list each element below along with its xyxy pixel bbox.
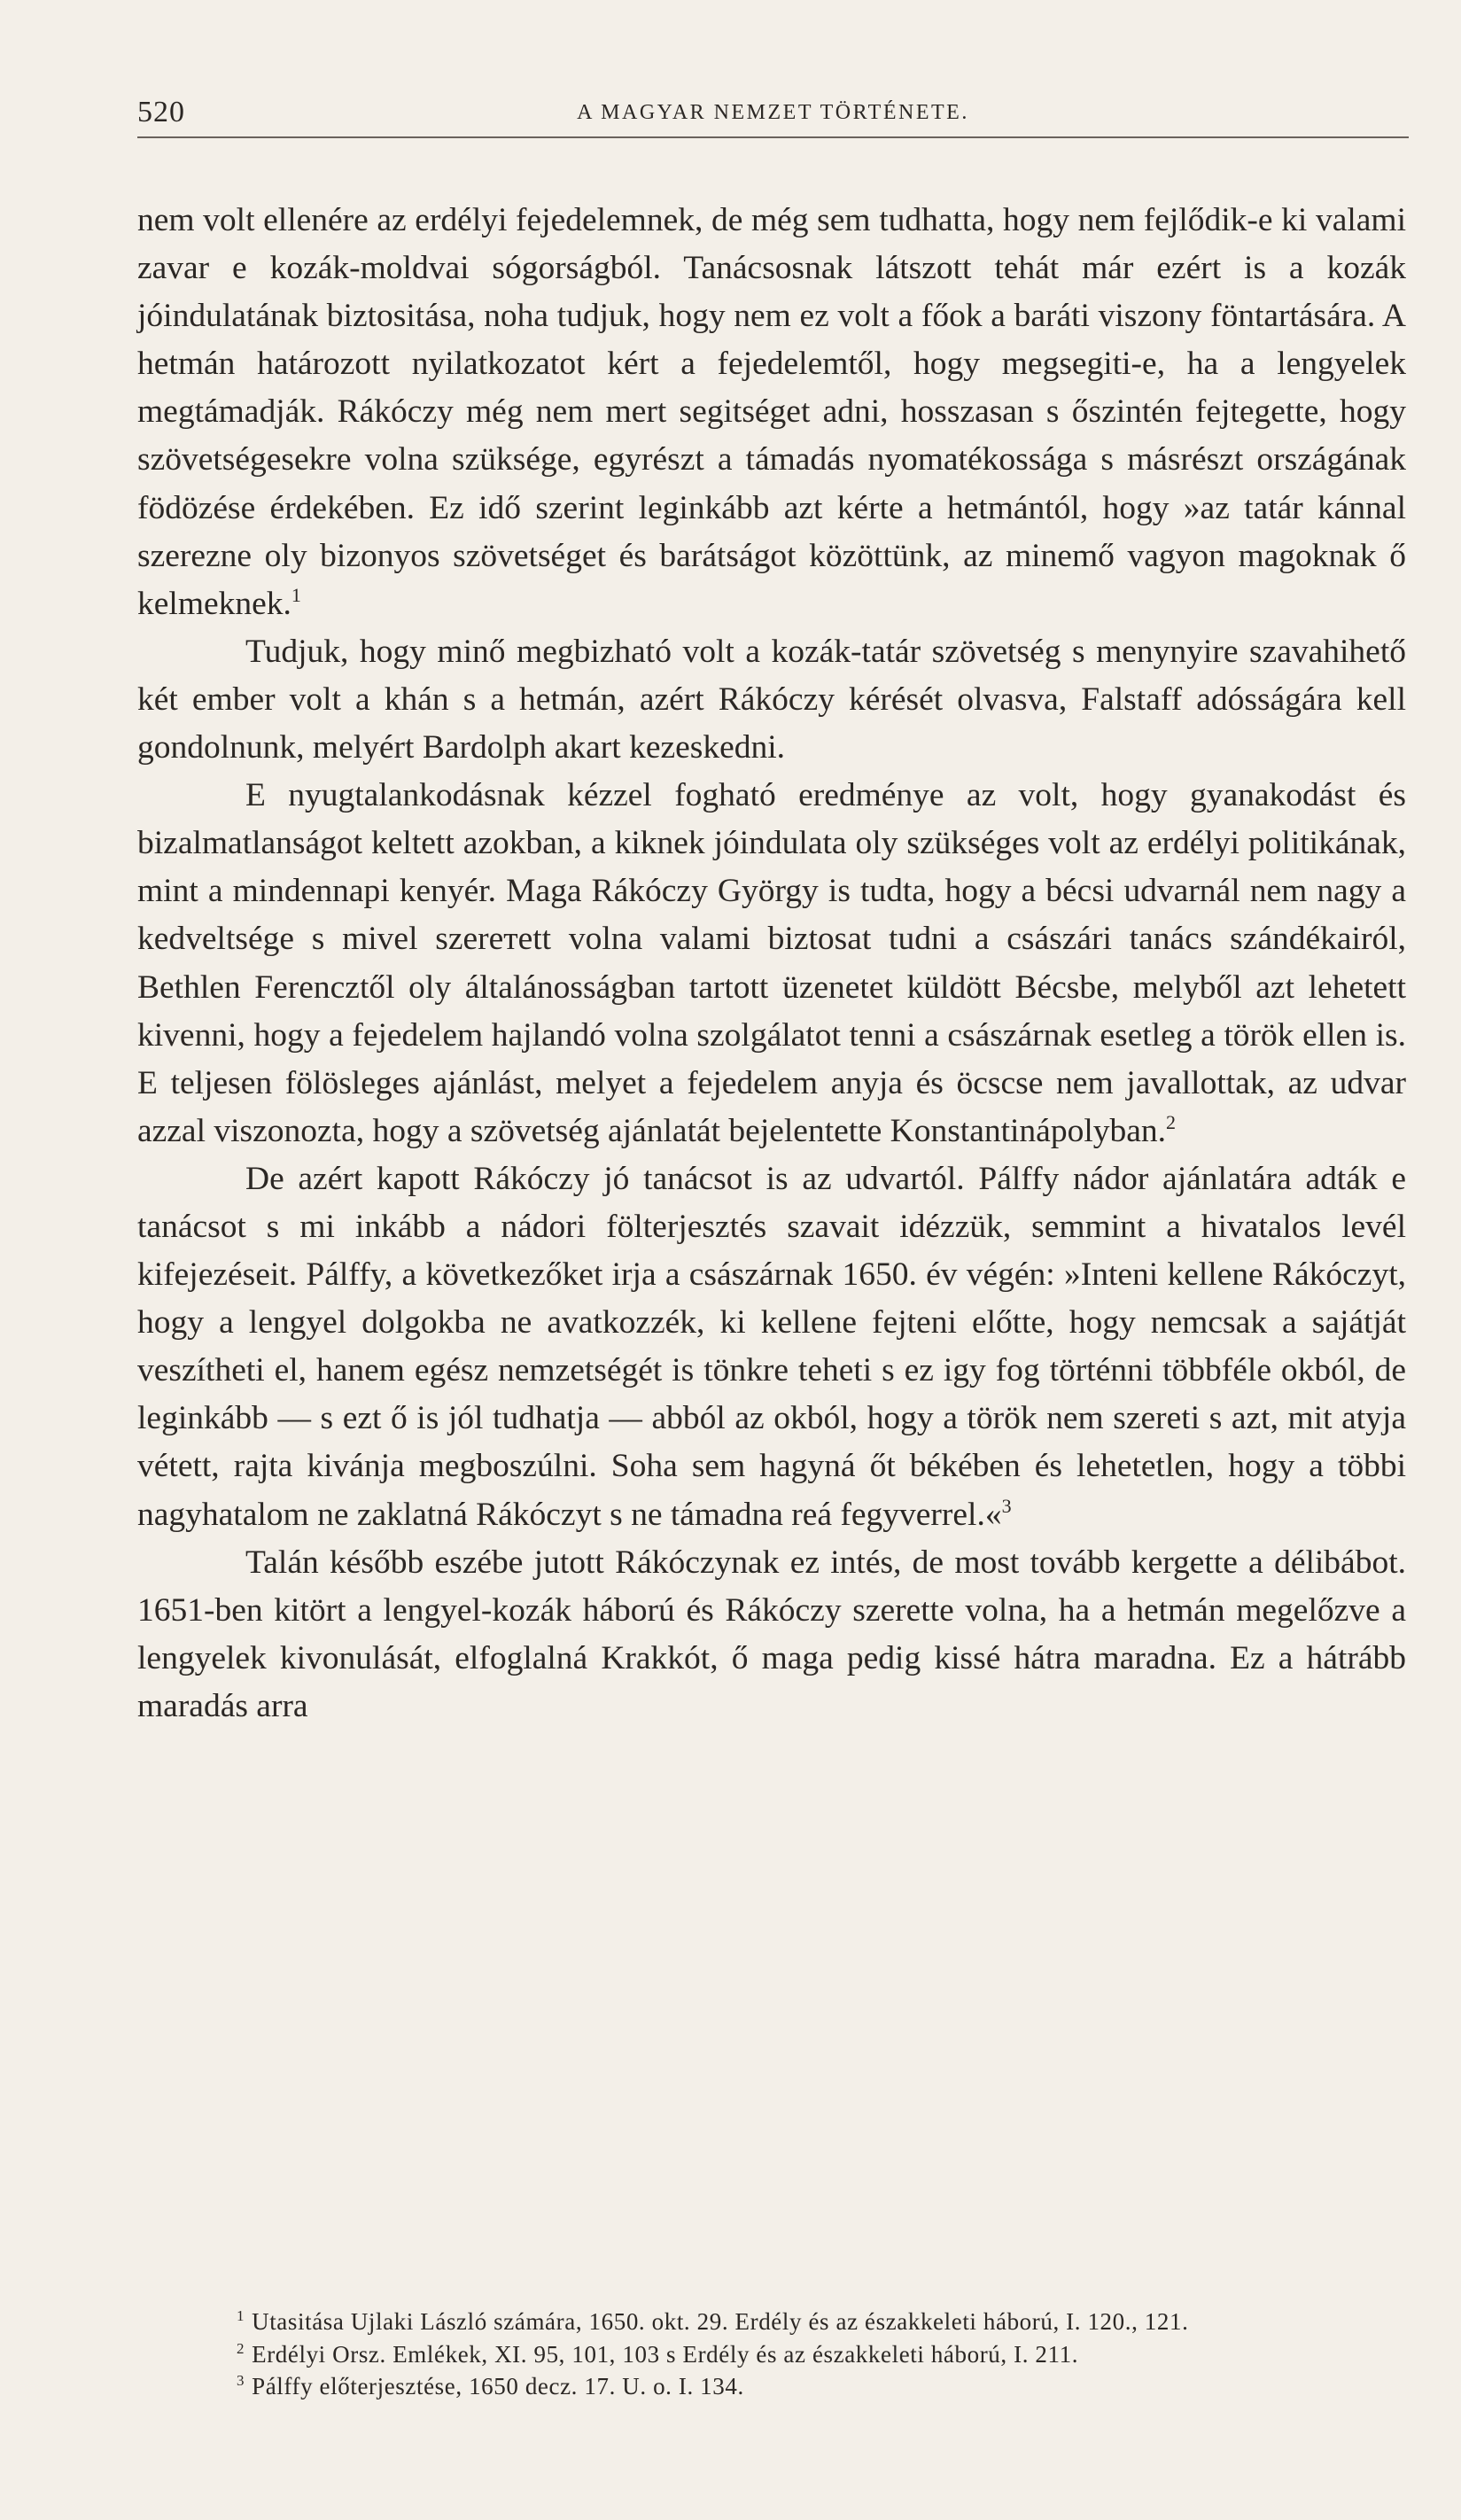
paragraph-text: De azért kapott Rákóczy jó tanácsot is az udvartól. Pálffy nádor ajánlatára adták e tanácsot s mi inkább a nádori fölterjesztés szavait idézzük, semmint a hivatalos levél kifejezéseit. Pálffy, a következőket irja a császárnak 1650. év végén: »Inteni kellene Rákóczyt, hogy a lengyel dolgokba ne avatkozzék, ki kellene fejteni előtte, hogy nemcsak a sajátját veszítheti el, hanem egész nemzetségét is tönkre teheti s ez igy fog történni többféle okból, de leginkább — s ezt ő is jól tudhatja — abból az okból, hogy a török nem szereti s azt, mit atyja vétett, rajta kivánja megboszúlni. Soha sem hagyná őt békében és lehetetlen, hogy a többi nagyhatalom ne zaklatná Rákóczyt s ne támadna reá fegyverrel.« (137, 1160, 1406, 1533)
paragraph-text: nem volt ellenére az erdélyi fejedelemnek, de még sem tudhatta, hogy nem fejlődik-e ki valami zavar e kozák-moldvai sógorságból. Tanácsosnak látszott tehát már ezért is a kozák jóindulatának biztositása, noha tudjuk, hogy nem ez volt a főok a baráti viszony föntartására. A hetmán határozott nyilatkozatot kért a fejedelemtől, hogy megsegiti-e, ha a lengyelek megtámadják. Rákóczy még nem mert segitséget adni, hosszasan s őszintén fejtegette, hogy szövetségesekre volna szüksége, egyrészt a támadás nyomatékossága s másrészt országának födözése érdekében. Ez idő szerint leginkább azt kérte a hetmántól, hogy »az tatár kánnal szerezne oly bizonyos szövetséget és barátságot közöttünk, az minemő vagyon magoknak ő kelmeknek. (137, 202, 1406, 622)
paragraph (137, 1539, 1406, 1731)
paragraph (137, 772, 1406, 1155)
footnotes (137, 2306, 1406, 2403)
footnote-text: Erdélyi Orsz. Emlékek, XI. 95, 101, 103 s Erdély és az északkeleti háború, I. 211. (252, 2340, 1079, 2368)
footnote-ref: 2 (1166, 1110, 1177, 1133)
footnote-ref: 3 (1001, 1494, 1012, 1517)
footnote-marker: 3 (237, 2372, 245, 2389)
paragraph (137, 1155, 1406, 1539)
main-text (137, 197, 1406, 1731)
header-rule (137, 136, 1409, 138)
footnote-marker: 1 (237, 2307, 245, 2324)
paragraph (137, 197, 1406, 628)
running-title: A MAGYAR NEMZET TÖRTÉNETE. (577, 101, 969, 124)
paragraph-text: E nyugtalankodásnak kézzel fogható eredménye az volt, hogy gyanakodást és bizalmatlanságot keltett azokban, a kiknek jóindulata oly szükséges volt az erdélyi politikának, mint a mindennapi kenyér. Maga Rákóczy György is tudta, hogy a bécsi udvarnál nem nagy a kedveltsége s mivel szerетett volna valami biztosat tudni a császári tanács szándékairól, Bethlen Ferencztől oly általánosságban tartott üzenetet küldött Bécsbe, melyből azt lehetett kivenni, hogy a fejedelem hajlandó volna szolgálatot tenni a császárnak esetleg a török ellen is. E teljesen fölösleges ajánlást, melyet a fejedelem anyja és öcscse nem javallottak, az udvar azzal viszonozta, hogy a szövetség ajánlatát bejelentette Konstantinápolyban. (137, 777, 1406, 1149)
footnote (137, 2338, 1406, 2371)
footnote-text: Utasitása Ujlaki László számára, 1650. okt. 29. Erdély és az északkeleti háború, I. 120., 121. (252, 2308, 1189, 2335)
paragraph (137, 628, 1406, 772)
footnote-text: Pálffy előterjesztése, 1650 decz. 17. U. o. I. 134. (252, 2373, 744, 2399)
page-number: 520 (137, 96, 185, 128)
paragraph-text: Talán később eszébe jutott Rákóczynak ez intés, de most tovább kergette a délibábot. 1651-ben kitört a lengyel-kozák háború és Rákóczy szerette volna, ha a hetmán megelőzve a lengyelek kivonulását, elfoglalná Krakkót, ő maga pedig kissé hátra maradna. Ez a hátrább maradás arra (137, 1544, 1406, 1724)
paragraph-text: Tudjuk, hogy minő megbizható volt a kozák-tatár szövetség s menynyire szavahihető két ember volt a khán s a hetmán, azért Rákóczy kérését olvasva, Falstaff adósságára kell gondolnunk, melyért Bardolph akart kezeskedni. (137, 633, 1406, 766)
footnote-marker: 2 (237, 2339, 245, 2357)
page-header (137, 96, 1409, 140)
footnote (137, 2306, 1406, 2338)
footnote (137, 2370, 1406, 2403)
footnote-ref: 1 (291, 583, 301, 606)
